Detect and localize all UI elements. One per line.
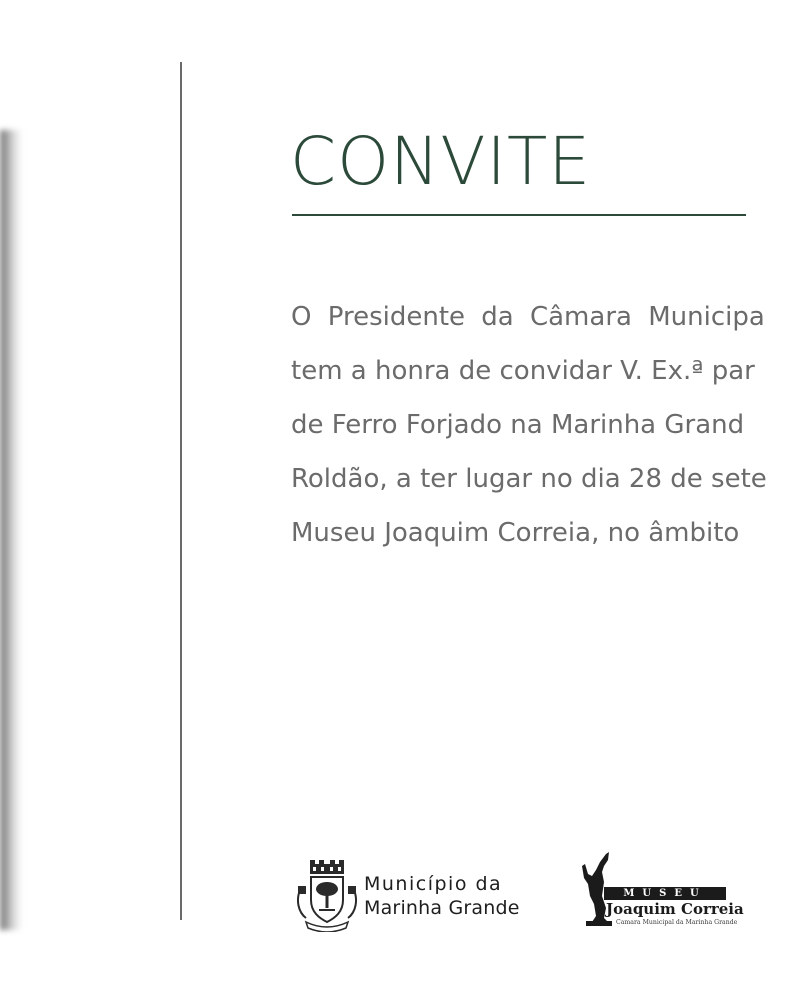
- museum-label: MUSEU: [623, 888, 707, 899]
- municipality-line-2: Marinha Grande: [364, 897, 520, 919]
- museum-subtitle: Camara Municipal da Marinha Grande: [616, 919, 738, 926]
- body-line-3: de Ferro Forjado na Marinha Grand: [291, 410, 745, 440]
- municipality-line-1: Município da: [364, 873, 503, 895]
- body-line-5: Museu Joaquim Correia, no âmbito: [291, 518, 740, 548]
- museum-name: Joaquim Correia: [606, 900, 744, 918]
- invitation-title: CONVITE: [290, 123, 592, 200]
- page-edge-shadow: [0, 130, 22, 930]
- municipality-name: [364, 872, 520, 920]
- municipality-crest-icon: [296, 860, 358, 932]
- museum-logo: [582, 852, 744, 932]
- body-line-1: O Presidente da Câmara Municipa: [291, 302, 765, 332]
- title-underline: [292, 214, 746, 216]
- vertical-divider: [180, 62, 182, 920]
- museum-band: [604, 887, 726, 900]
- invitation-body: [291, 290, 792, 560]
- body-line-4: Roldão, a ter lugar no dia 28 de sete: [291, 464, 767, 494]
- body-line-2: tem a honra de convidar V. Ex.ª par: [291, 356, 755, 386]
